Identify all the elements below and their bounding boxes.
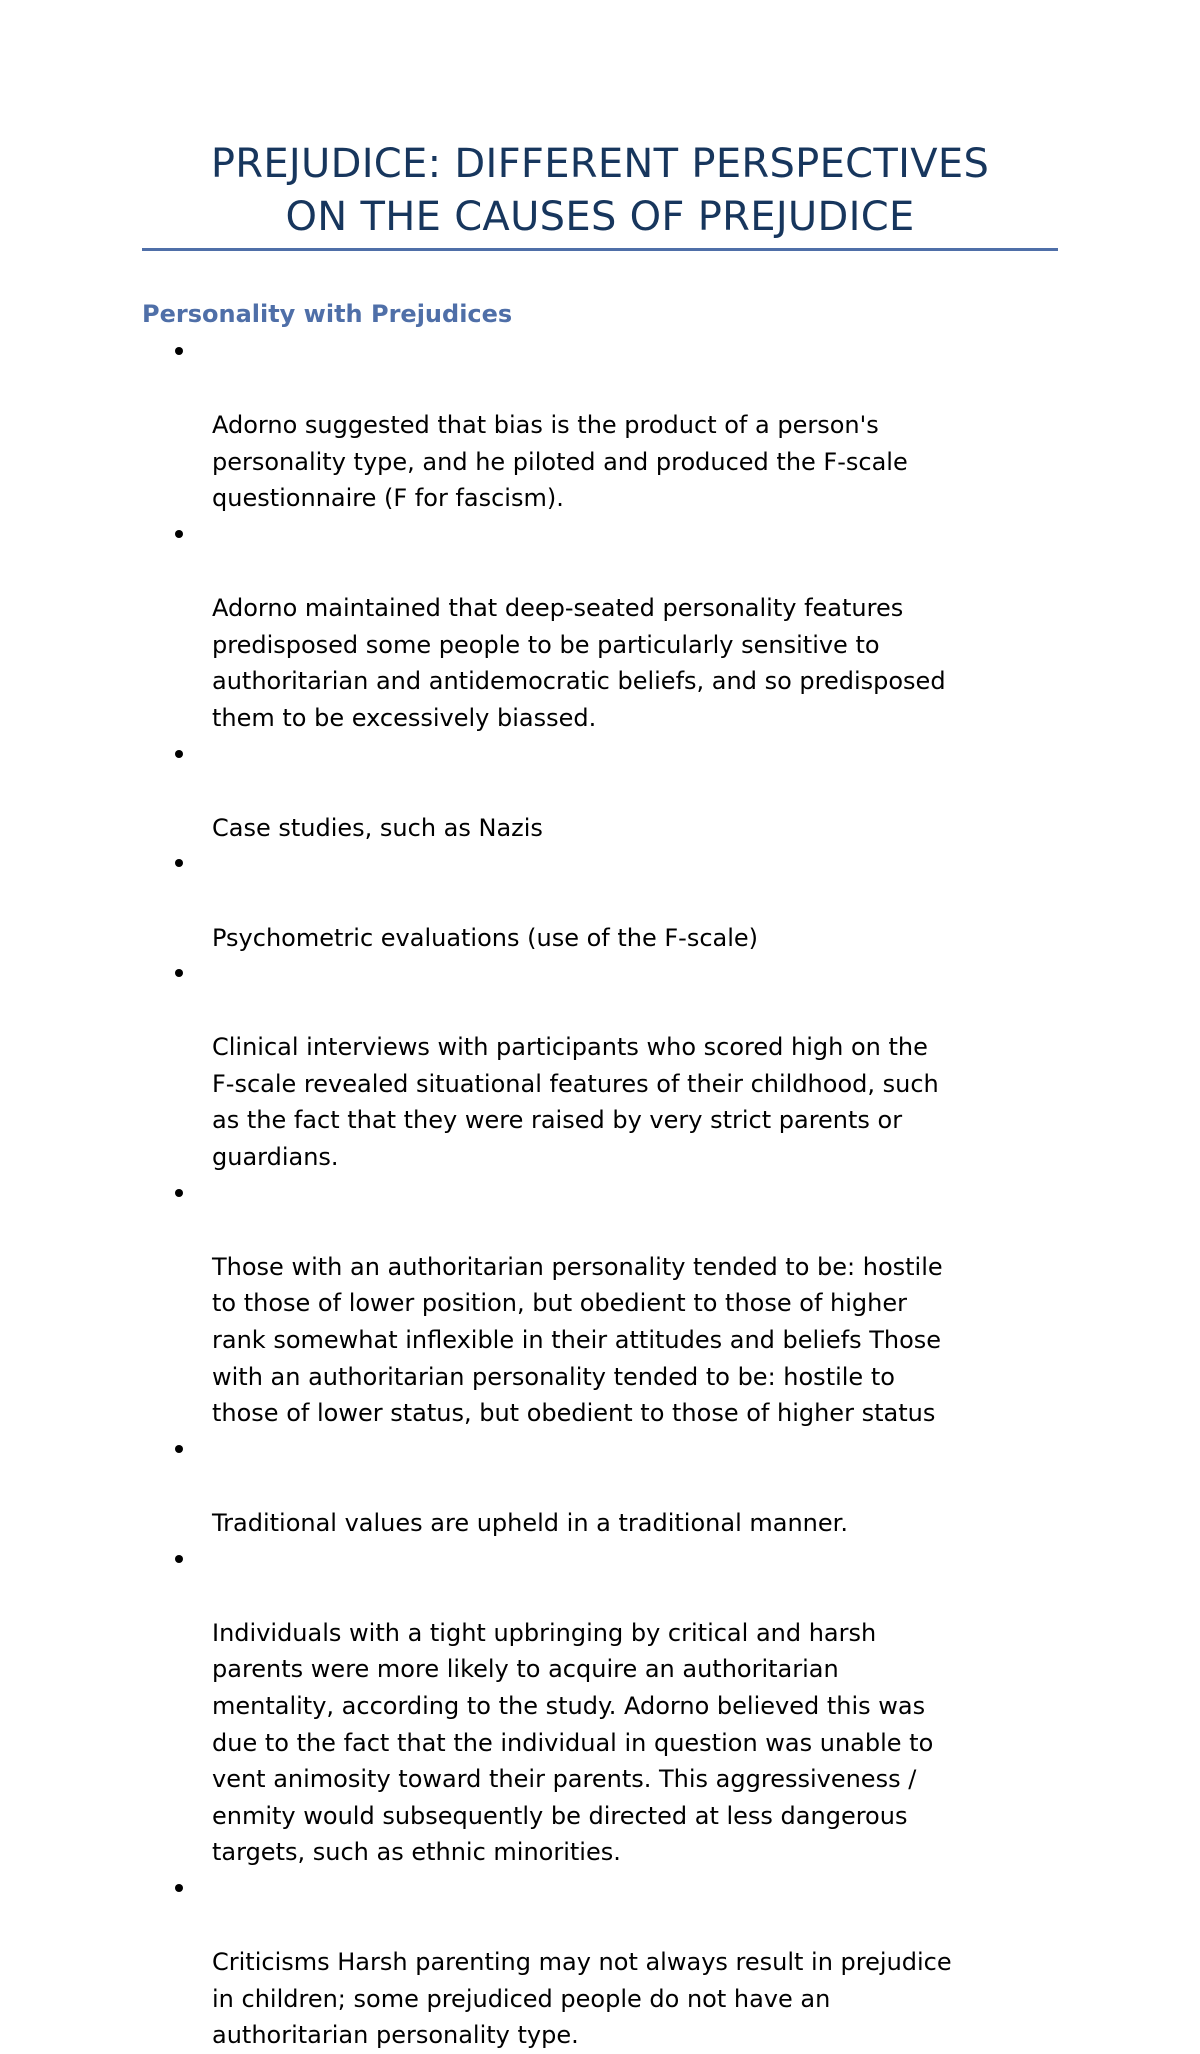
bullet-list [142,334,1082,2054]
bullet-icon [175,1445,183,1453]
list-item [142,1176,1082,1432]
bullet-icon [175,530,183,538]
bullet-icon [175,1884,183,1892]
list-item [142,1432,1082,1542]
bullet-text: Case studies, such as Nazis [212,813,543,842]
section-heading: Personality with Prejudices [142,300,513,328]
bullet-icon [175,347,183,355]
title-line-2: ON THE CAUSES OF PREJUDICE [285,194,915,240]
bullet-text: Traditional values are upheld in a traditional manner. [212,1509,848,1537]
list-item [142,956,1082,1176]
bullet-text: Individuals with a tight upbringing by critical and harsh parents were more likely to acquire an authoritarian mentality, according to the study. Adorno believed this was due to the fact that the individual in question was unable to vent animosity toward their parents. This aggressiveness / enmity would subsequently be directed at less dangerous targets, such as ethnic minorities. [212,1618,934,1867]
bullet-icon [175,969,183,977]
page-title [142,138,1058,244]
list-item [142,334,1082,517]
title-divider [142,248,1058,251]
list-item [142,1542,1082,1871]
bullet-icon [175,750,183,758]
bullet-text: Adorno suggested that bias is the product of a person's personality type, and he piloted and produced the F-scale questionnaire (F for fascism). [212,411,908,513]
title-line-1: PREJUDICE: DIFFERENT PERSPECTIVES [210,141,990,187]
list-item [142,1871,1082,2054]
bullet-text: Psychometric evaluations (use of the F-scale) [212,923,759,952]
bullet-icon [175,1189,183,1197]
bullet-icon [175,859,183,867]
bullet-text: Criticisms Harsh parenting may not always result in prejudice in children; some prejudiced people do not have an authoritarian personality type. [212,1948,952,2050]
bullet-text: Those with an authoritarian personality tended to be: hostile to those of lower position, but obedient to those of higher rank somewhat inflexible in their attitudes and beliefs Those with an authoritarian personality tended to be: hostile to those of lower status, but obedient to those of higher status [212,1252,943,1428]
list-item [142,737,1082,847]
bullet-text: Adorno maintained that deep-seated personality features predisposed some people to be particularly sensitive to authoritarian and antidemocratic beliefs, and so predisposed them to be excessively biassed. [212,594,946,732]
bullet-text: Clinical interviews with participants who scored high on the F-scale revealed situational features of their childhood, such as the fact that they were raised by very strict parents or guardians. [212,1033,939,1172]
list-item [142,846,1082,956]
bullet-icon [175,1555,183,1563]
list-item [142,517,1082,737]
